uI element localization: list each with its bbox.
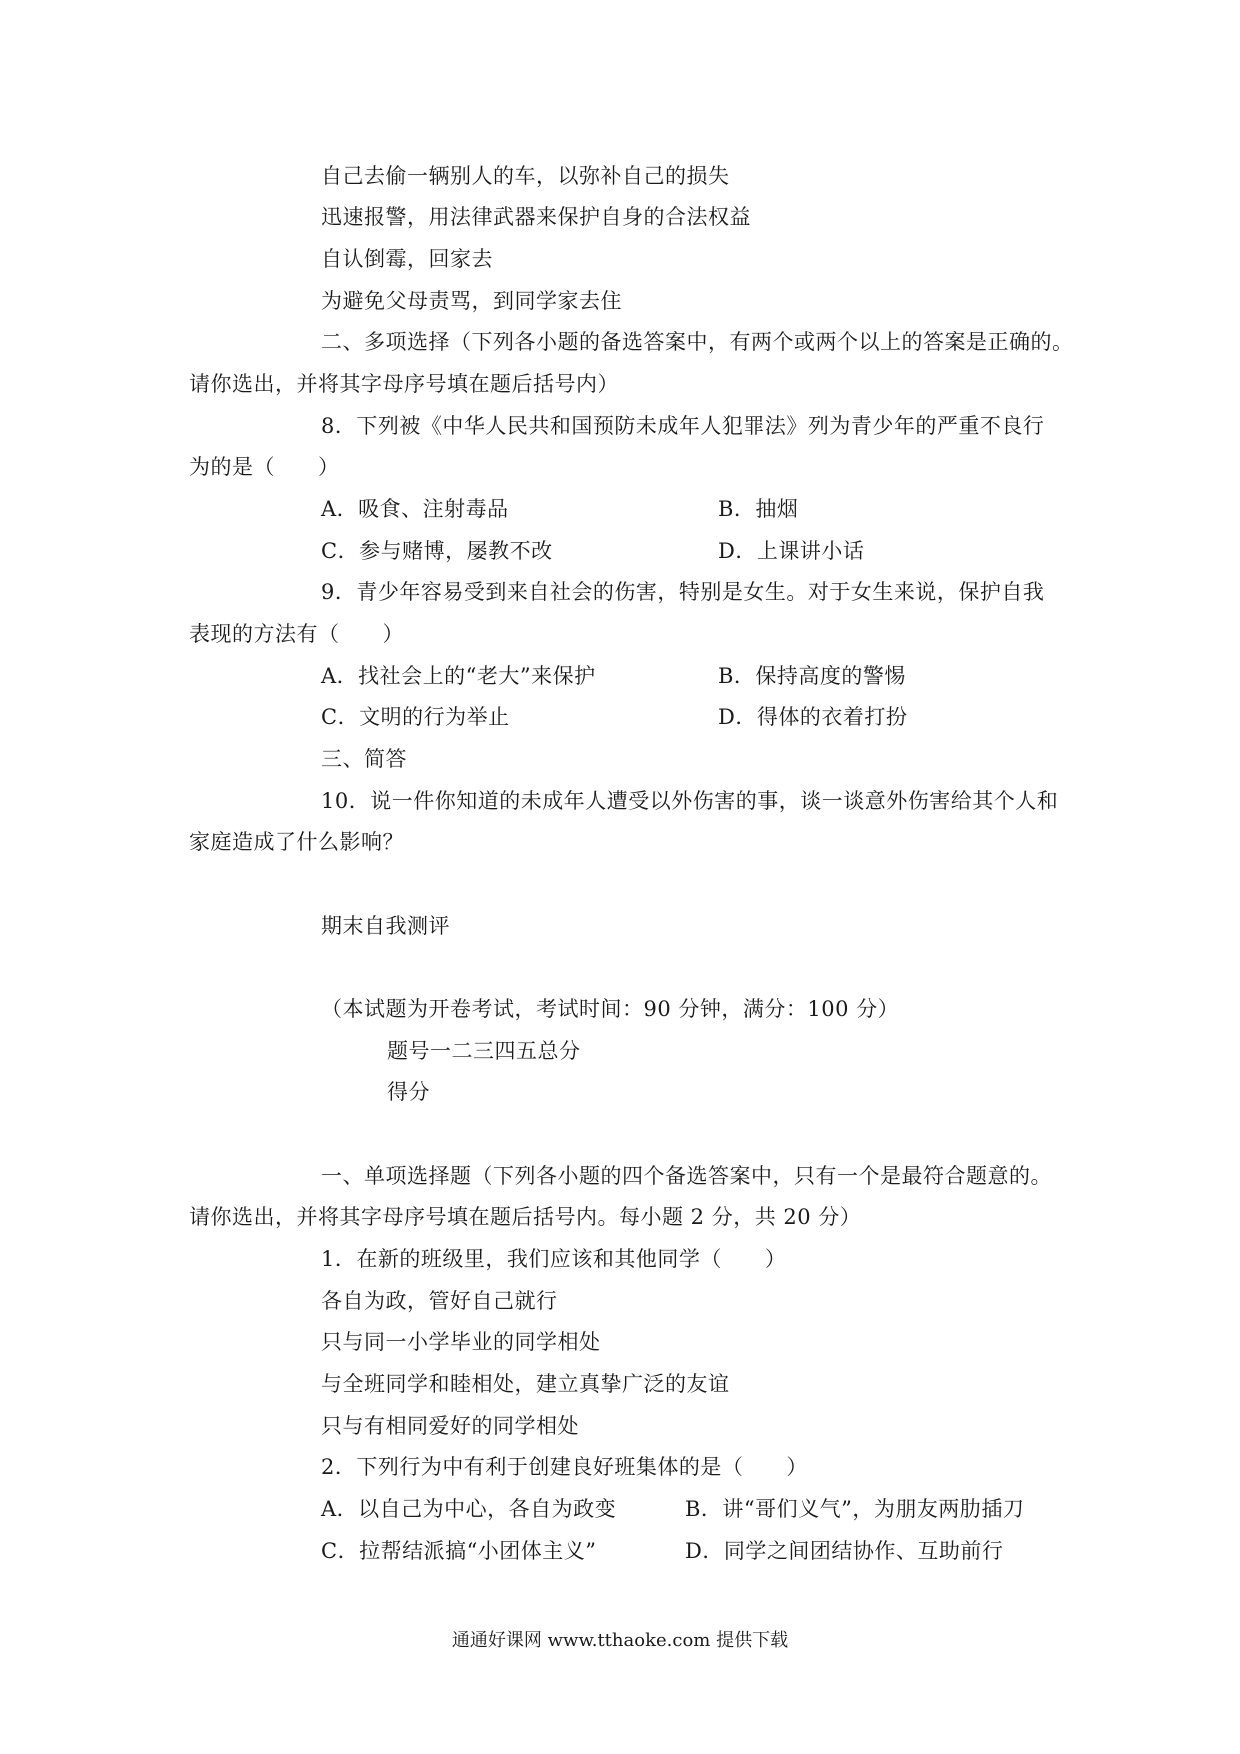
q9-option-c: C．文明的行为举止 xyxy=(321,705,510,729)
prev-option-4: 为避免父母责骂，到同学家去住 xyxy=(321,289,622,313)
q8-option-a: A．吸食、注射毒品 xyxy=(321,497,509,521)
q8-option-d: D．上课讲小话 xyxy=(718,539,865,563)
q2-option-b: B．讲“哥们义气”，为朋友两肋插刀 xyxy=(685,1497,1025,1521)
section2-heading-cont: 请你选出，并将其字母序号填在题后括号内） xyxy=(189,372,619,396)
exam-note: （本试题为开卷考试，考试时间：90 分钟，满分：100 分） xyxy=(321,997,900,1021)
q9-option-d: D．得体的衣着打扮 xyxy=(718,705,908,729)
section1-heading-cont: 请你选出，并将其字母序号填在题后括号内。每小题 2 分，共 20 分） xyxy=(189,1205,862,1229)
exam-title: 期末自我测评 xyxy=(321,914,450,938)
q1-stem: 1．在新的班级里，我们应该和其他同学（ ） xyxy=(321,1247,787,1271)
prev-option-3: 自认倒霉，回家去 xyxy=(321,247,493,271)
q9-option-b: B．保持高度的警惕 xyxy=(718,664,906,688)
score-table-row: 得分 xyxy=(387,1080,430,1104)
q1-option-4: 只与有相同爱好的同学相处 xyxy=(321,1414,579,1438)
q1-option-2: 只与同一小学毕业的同学相处 xyxy=(321,1330,601,1354)
q8-stem-cont: 为的是（ ） xyxy=(189,455,340,479)
q10-stem: 10．说一件你知道的未成年人遭受以外伤害的事，谈一谈意外伤害给其个人和 xyxy=(321,789,1059,813)
prev-option-1: 自己去偷一辆别人的车，以弥补自己的损失 xyxy=(321,164,730,188)
q2-option-d: D．同学之间团结协作、互助前行 xyxy=(685,1539,1004,1563)
section1-heading: 一、单项选择题（下列各小题的四个备选答案中，只有一个是最符合题意的。 xyxy=(321,1164,1052,1188)
q8-option-b: B．抽烟 xyxy=(718,497,799,521)
section2-heading: 二、多项选择（下列各小题的备选答案中，有两个或两个以上的答案是正确的。 xyxy=(321,330,1074,354)
q2-option-c: C．拉帮结派搞“小团体主义” xyxy=(321,1539,597,1563)
q8-option-c: C．参与赌博，屡教不改 xyxy=(321,539,553,563)
section3-heading: 三、简答 xyxy=(321,747,407,771)
page-footer: 通通好课网 www.tthaoke.com 提供下载 xyxy=(451,1630,789,1651)
score-table-header: 题号一二三四五总分 xyxy=(387,1039,581,1063)
q1-option-3: 与全班同学和睦相处，建立真挚广泛的友谊 xyxy=(321,1372,730,1396)
q9-stem-cont: 表现的方法有（ ） xyxy=(189,622,404,646)
q2-option-a: A．以自己为中心，各自为政变 xyxy=(321,1497,617,1521)
q1-option-1: 各自为政，管好自己就行 xyxy=(321,1289,558,1313)
q10-stem-cont: 家庭造成了什么影响？ xyxy=(189,830,404,854)
q9-stem: 9．青少年容易受到来自社会的伤害，特别是女生。对于女生来说，保护自我 xyxy=(321,580,1045,604)
q9-option-a: A．找社会上的“老大”来保护 xyxy=(321,664,596,688)
prev-option-2: 迅速报警，用法律武器来保护自身的合法权益 xyxy=(321,205,751,229)
q2-stem: 2．下列行为中有利于创建良好班集体的是（ ） xyxy=(321,1455,808,1479)
q8-stem: 8．下列被《中华人民共和国预防未成年人犯罪法》列为青少年的严重不良行 xyxy=(321,414,1045,438)
